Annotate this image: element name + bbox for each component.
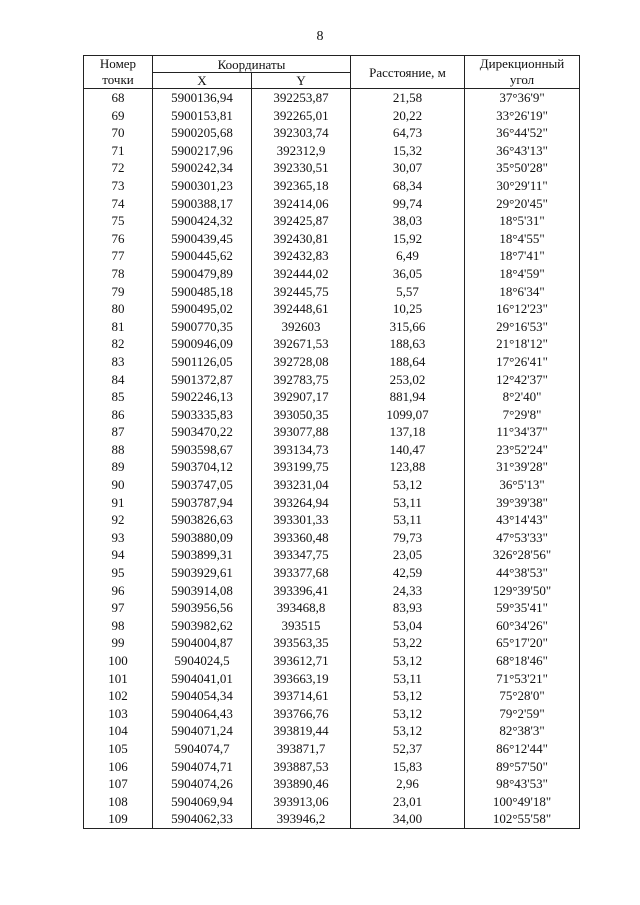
x-coordinate-cell: 5900479,89 [153,265,252,283]
y-coordinate-cell: 392330,51 [252,159,351,177]
direction-angle-cell: 29°20'45" [465,195,580,213]
direction-angle-cell: 21°18'12" [465,335,580,353]
point-number-cell: 96 [84,582,153,600]
x-coordinate-cell: 5903598,67 [153,441,252,459]
y-coordinate-cell: 393396,41 [252,582,351,600]
direction-angle-cell: 79°2'59" [465,705,580,723]
y-coordinate-cell: 393663,19 [252,670,351,688]
point-number-cell: 100 [84,652,153,670]
distance-cell: 188,63 [351,335,465,353]
coordinates-header: Координаты [153,56,351,73]
point-number-cell: 80 [84,300,153,318]
y-coordinate-cell: 393377,68 [252,564,351,582]
point-number-cell: 97 [84,599,153,617]
table-row [84,722,580,740]
y-coordinate-cell: 392448,61 [252,300,351,318]
table-row [84,124,580,142]
distance-cell: 21,58 [351,89,465,107]
distance-cell: 315,66 [351,318,465,336]
point-number-cell: 72 [84,159,153,177]
point-number-cell: 95 [84,564,153,582]
point-number-cell: 68 [84,89,153,107]
x-coordinate-cell: 5903747,05 [153,476,252,494]
table-row [84,652,580,670]
y-coordinate-cell: 392253,87 [252,89,351,107]
x-coordinate-cell: 5900388,17 [153,195,252,213]
x-coordinate-cell: 5904074,71 [153,758,252,776]
table-row [84,494,580,512]
direction-angle-cell: 82°38'3" [465,722,580,740]
x-coordinate-cell: 5903956,56 [153,599,252,617]
distance-cell: 53,12 [351,705,465,723]
x-coordinate-cell: 5901126,05 [153,353,252,371]
direction-angle-cell: 129°39'50" [465,582,580,600]
point-number-cell: 84 [84,371,153,389]
x-coordinate-cell: 5904074,26 [153,775,252,793]
direction-angle-cell: 86°12'44" [465,740,580,758]
x-coordinate-cell: 5900301,23 [153,177,252,195]
direction-angle-cell: 16°12'23" [465,300,580,318]
table-row [84,687,580,705]
table-row [84,564,580,582]
distance-cell: 53,11 [351,494,465,512]
distance-cell: 36,05 [351,265,465,283]
direction-angle-cell: 33°26'19" [465,107,580,125]
distance-cell: 123,88 [351,458,465,476]
table-row [84,423,580,441]
table-row [84,89,580,107]
x-coordinate-cell: 5903982,62 [153,617,252,635]
direction-angle-cell: 59°35'41" [465,599,580,617]
table-row [84,353,580,371]
direction-angle-cell: 100°49'18" [465,793,580,811]
point-number-cell: 106 [84,758,153,776]
table-row [84,705,580,723]
table-row [84,195,580,213]
y-coordinate-cell: 393360,48 [252,529,351,547]
y-coordinate-cell: 392303,74 [252,124,351,142]
point-number-cell: 89 [84,458,153,476]
x-coordinate-cell: 5903787,94 [153,494,252,512]
distance-cell: 53,11 [351,511,465,529]
point-number-cell: 92 [84,511,153,529]
distance-cell: 188,64 [351,353,465,371]
point-number-cell: 98 [84,617,153,635]
point-number-cell: 82 [84,335,153,353]
table-row [84,335,580,353]
x-coordinate-cell: 5904041,01 [153,670,252,688]
point-number-header-line2: точки [102,72,134,87]
direction-angle-cell: 17°26'41" [465,353,580,371]
y-header: Y [252,73,351,89]
table-row [84,177,580,195]
table-row [84,599,580,617]
table-row [84,318,580,336]
y-coordinate-cell: 392728,08 [252,353,351,371]
table-row [84,159,580,177]
y-coordinate-cell: 393714,61 [252,687,351,705]
direction-angle-cell: 71°53'21" [465,670,580,688]
x-coordinate-cell: 5900946,09 [153,335,252,353]
point-number-cell: 86 [84,406,153,424]
y-coordinate-cell: 393231,04 [252,476,351,494]
direction-angle-cell: 18°4'59" [465,265,580,283]
distance-cell: 23,01 [351,793,465,811]
y-coordinate-cell: 392312,9 [252,142,351,160]
x-coordinate-cell: 5900495,02 [153,300,252,318]
table-row [84,634,580,652]
x-coordinate-cell: 5903470,22 [153,423,252,441]
table-row [84,476,580,494]
page-number: 8 [316,29,324,44]
y-coordinate-cell: 392425,87 [252,212,351,230]
distance-cell: 6,49 [351,247,465,265]
direction-angle-cell: 65°17'20" [465,634,580,652]
point-number-cell: 70 [84,124,153,142]
direction-angle-cell: 12°42'37" [465,371,580,389]
x-coordinate-cell: 5904074,7 [153,740,252,758]
point-number-cell: 83 [84,353,153,371]
point-number-cell: 105 [84,740,153,758]
table-row [84,458,580,476]
direction-angle-cell: 11°34'37" [465,423,580,441]
distance-cell: 23,05 [351,546,465,564]
y-coordinate-cell: 392603 [252,318,351,336]
y-coordinate-cell: 393515 [252,617,351,635]
direction-angle-header-line2: угол [509,72,535,87]
direction-angle-cell: 37°36'9" [465,89,580,107]
x-coordinate-cell: 5904054,34 [153,687,252,705]
direction-angle-cell: 18°7'41" [465,247,580,265]
table-row [84,582,580,600]
table-row [84,810,580,828]
y-coordinate-cell: 393890,46 [252,775,351,793]
y-coordinate-cell: 393468,8 [252,599,351,617]
point-number-cell: 75 [84,212,153,230]
direction-angle-cell: 8°2'40" [465,388,580,406]
direction-angle-cell: 30°29'11" [465,177,580,195]
distance-cell: 10,25 [351,300,465,318]
y-coordinate-cell: 393199,75 [252,458,351,476]
distance-cell: 881,94 [351,388,465,406]
distance-cell: 140,47 [351,441,465,459]
direction-angle-cell: 60°34'26" [465,617,580,635]
table-row [84,670,580,688]
direction-angle-cell: 18°6'34" [465,283,580,301]
y-coordinate-cell: 393050,35 [252,406,351,424]
distance-cell: 15,92 [351,230,465,248]
y-coordinate-cell: 393946,2 [252,810,351,828]
distance-cell: 20,22 [351,107,465,125]
point-number-cell: 101 [84,670,153,688]
x-coordinate-cell: 5904004,87 [153,634,252,652]
distance-cell: 15,83 [351,758,465,776]
table-row [84,265,580,283]
y-coordinate-cell: 392414,06 [252,195,351,213]
distance-cell: 83,93 [351,599,465,617]
point-number-cell: 78 [84,265,153,283]
distance-cell: 79,73 [351,529,465,547]
y-coordinate-cell: 393766,76 [252,705,351,723]
x-coordinate-cell: 5900485,18 [153,283,252,301]
direction-angle-cell: 43°14'43" [465,511,580,529]
x-coordinate-cell: 5903826,63 [153,511,252,529]
x-header: X [153,73,252,89]
y-coordinate-cell: 393913,06 [252,793,351,811]
table-row [84,283,580,301]
direction-angle-cell: 75°28'0" [465,687,580,705]
point-number-cell: 76 [84,230,153,248]
distance-cell: 68,34 [351,177,465,195]
direction-angle-cell: 18°5'31" [465,212,580,230]
table-row [84,300,580,318]
x-coordinate-cell: 5903880,09 [153,529,252,547]
y-coordinate-cell: 392907,17 [252,388,351,406]
distance-cell: 5,57 [351,283,465,301]
table-row [84,511,580,529]
y-coordinate-cell: 392430,81 [252,230,351,248]
table-row [84,212,580,230]
point-number-cell: 93 [84,529,153,547]
point-number-cell: 74 [84,195,153,213]
x-coordinate-cell: 5900439,45 [153,230,252,248]
distance-cell: 53,12 [351,652,465,670]
point-number-cell: 102 [84,687,153,705]
direction-angle-cell: 29°16'53" [465,318,580,336]
point-number-cell: 109 [84,810,153,828]
x-coordinate-cell: 5903899,31 [153,546,252,564]
table-row [84,793,580,811]
y-coordinate-cell: 392265,01 [252,107,351,125]
direction-angle-cell: 35°50'28" [465,159,580,177]
point-number-cell: 108 [84,793,153,811]
x-coordinate-cell: 5900205,68 [153,124,252,142]
y-coordinate-cell: 393563,35 [252,634,351,652]
point-number-cell: 104 [84,722,153,740]
point-number-cell: 99 [84,634,153,652]
distance-cell: 2,96 [351,775,465,793]
x-coordinate-cell: 5900153,81 [153,107,252,125]
x-coordinate-cell: 5901372,87 [153,371,252,389]
direction-angle-cell: 39°39'38" [465,494,580,512]
y-coordinate-cell: 392671,53 [252,335,351,353]
table-row [84,107,580,125]
table-row [84,230,580,248]
point-number-cell: 77 [84,247,153,265]
distance-header: Расстояние, м [351,56,465,89]
point-number-cell: 71 [84,142,153,160]
distance-cell: 1099,07 [351,406,465,424]
x-coordinate-cell: 5904064,43 [153,705,252,723]
x-coordinate-cell: 5902246,13 [153,388,252,406]
y-coordinate-cell: 393134,73 [252,441,351,459]
x-coordinate-cell: 5904069,94 [153,793,252,811]
direction-angle-header [465,56,580,89]
direction-angle-cell: 44°38'53" [465,564,580,582]
direction-angle-cell: 89°57'50" [465,758,580,776]
distance-cell: 253,02 [351,371,465,389]
table-row [84,617,580,635]
distance-cell: 53,12 [351,722,465,740]
direction-angle-cell: 47°53'33" [465,529,580,547]
table-row [84,775,580,793]
x-coordinate-cell: 5900217,96 [153,142,252,160]
y-coordinate-cell: 392445,75 [252,283,351,301]
table-header [84,56,580,89]
y-coordinate-cell: 393612,71 [252,652,351,670]
point-number-cell: 91 [84,494,153,512]
distance-cell: 53,12 [351,476,465,494]
x-coordinate-cell: 5900445,62 [153,247,252,265]
point-number-cell: 79 [84,283,153,301]
y-coordinate-cell: 393301,33 [252,511,351,529]
point-number-cell: 73 [84,177,153,195]
x-coordinate-cell: 5904024,5 [153,652,252,670]
direction-angle-cell: 68°18'46" [465,652,580,670]
distance-cell: 38,03 [351,212,465,230]
distance-cell: 53,22 [351,634,465,652]
x-coordinate-cell: 5900242,34 [153,159,252,177]
point-number-cell: 81 [84,318,153,336]
table-body [84,89,580,829]
y-coordinate-cell: 393347,75 [252,546,351,564]
direction-angle-cell: 31°39'28" [465,458,580,476]
distance-cell: 52,37 [351,740,465,758]
direction-angle-cell: 326°28'56" [465,546,580,564]
y-coordinate-cell: 393819,44 [252,722,351,740]
y-coordinate-cell: 393871,7 [252,740,351,758]
distance-cell: 15,32 [351,142,465,160]
point-number-header [84,56,153,89]
table-row [84,388,580,406]
direction-angle-cell: 18°4'55" [465,230,580,248]
point-number-cell: 88 [84,441,153,459]
y-coordinate-cell: 393264,94 [252,494,351,512]
table-row [84,406,580,424]
x-coordinate-cell: 5900770,35 [153,318,252,336]
point-number-cell: 69 [84,107,153,125]
distance-cell: 99,74 [351,195,465,213]
distance-cell: 53,04 [351,617,465,635]
y-coordinate-cell: 393077,88 [252,423,351,441]
y-coordinate-cell: 392365,18 [252,177,351,195]
point-number-header-line1: Номер [99,56,137,71]
distance-cell: 24,33 [351,582,465,600]
table-row [84,247,580,265]
direction-angle-cell: 102°55'58" [465,810,580,828]
table-row [84,142,580,160]
direction-angle-cell: 36°43'13" [465,142,580,160]
x-coordinate-cell: 5904071,24 [153,722,252,740]
distance-cell: 30,07 [351,159,465,177]
coordinates-table [83,55,580,829]
point-number-cell: 87 [84,423,153,441]
table-row [84,441,580,459]
x-coordinate-cell: 5903929,61 [153,564,252,582]
x-coordinate-cell: 5903335,83 [153,406,252,424]
point-number-cell: 90 [84,476,153,494]
y-coordinate-cell: 392783,75 [252,371,351,389]
point-number-cell: 103 [84,705,153,723]
x-coordinate-cell: 5900424,32 [153,212,252,230]
direction-angle-cell: 98°43'53" [465,775,580,793]
direction-angle-cell: 36°44'52" [465,124,580,142]
table-row [84,371,580,389]
distance-cell: 53,12 [351,687,465,705]
y-coordinate-cell: 393887,53 [252,758,351,776]
x-coordinate-cell: 5903704,12 [153,458,252,476]
table-row [84,546,580,564]
x-coordinate-cell: 5904062,33 [153,810,252,828]
direction-angle-cell: 23°52'24" [465,441,580,459]
x-coordinate-cell: 5900136,94 [153,89,252,107]
direction-angle-cell: 36°5'13" [465,476,580,494]
y-coordinate-cell: 392444,02 [252,265,351,283]
direction-angle-cell: 7°29'8" [465,406,580,424]
table-row [84,529,580,547]
distance-cell: 53,11 [351,670,465,688]
x-coordinate-cell: 5903914,08 [153,582,252,600]
point-number-cell: 85 [84,388,153,406]
distance-cell: 137,18 [351,423,465,441]
point-number-cell: 94 [84,546,153,564]
y-coordinate-cell: 392432,83 [252,247,351,265]
direction-angle-header-line1: Дирекционный [479,56,565,71]
distance-cell: 42,59 [351,564,465,582]
distance-cell: 34,00 [351,810,465,828]
distance-cell: 64,73 [351,124,465,142]
table-row [84,740,580,758]
point-number-cell: 107 [84,775,153,793]
table-row [84,758,580,776]
